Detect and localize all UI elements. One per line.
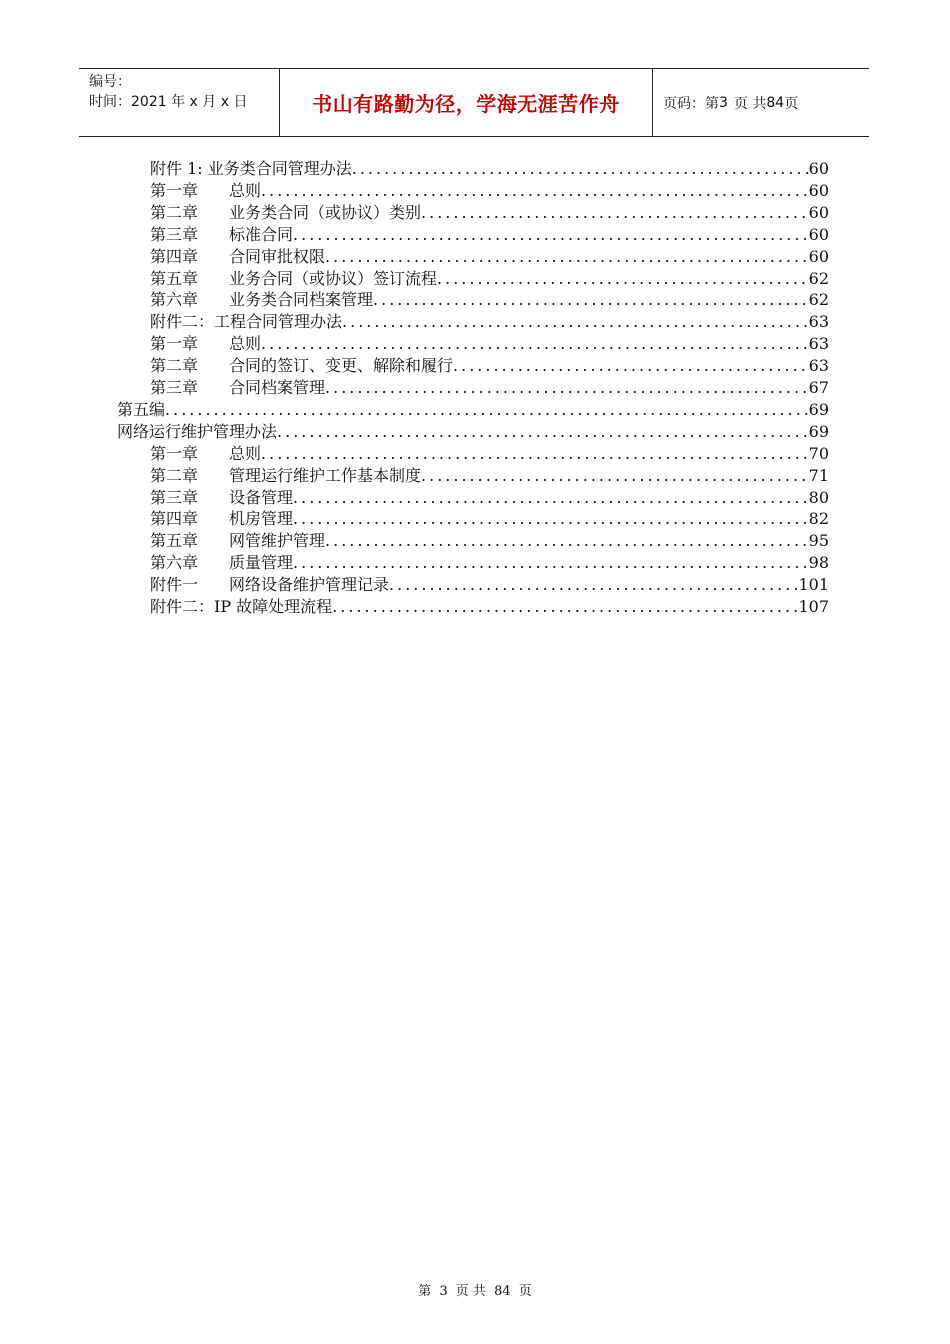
toc-leader-dots — [293, 552, 809, 574]
time-label: 时间：2021 年 x 月 x 日 — [89, 94, 248, 110]
toc-entry[interactable] — [150, 180, 829, 202]
toc-entry-page: 60 — [808, 225, 829, 244]
footer-mid: 页 共 — [455, 1284, 486, 1299]
toc-entry-page: 60 — [808, 247, 829, 266]
toc-entry-number: 第二章 — [150, 356, 199, 375]
toc-entry-label — [150, 552, 293, 574]
toc-entry-number: 第三章 — [150, 225, 199, 244]
toc-entry-label — [150, 333, 261, 355]
toc-entry-label — [150, 574, 389, 596]
page-mid: 页 共 — [733, 95, 767, 112]
toc-entry-page: 67 — [808, 378, 829, 397]
toc-entry-number: 第四章 — [150, 247, 199, 266]
toc-entry-title: 总则 — [229, 444, 262, 463]
page-suffix: 页 — [784, 95, 799, 112]
toc-entry-number: 网络运行维护管理办法 — [117, 422, 278, 441]
toc-entry[interactable] — [150, 246, 829, 268]
toc-entry-number: 第二章 — [150, 203, 199, 222]
toc-entry-label — [150, 246, 325, 268]
toc-entry-number: 第四章 — [150, 509, 199, 528]
page-current: 3 — [719, 94, 728, 111]
toc-entry[interactable] — [150, 487, 829, 509]
toc-entry-number: 附件 1: 业务类合同管理办法 — [150, 159, 352, 178]
toc-entry-page: 63 — [808, 356, 829, 375]
toc-entry[interactable] — [150, 355, 829, 377]
toc-entry-number: 第五编 — [117, 400, 166, 419]
toc-entry-page: 60 — [808, 181, 829, 200]
toc-entry-page: 101 — [798, 575, 829, 594]
toc-entry-label — [150, 465, 421, 487]
toc-entry-label — [150, 158, 352, 180]
toc-leader-dots — [261, 180, 809, 202]
toc-entry-label — [150, 443, 261, 465]
toc-entry-label — [150, 508, 293, 530]
toc-entry[interactable] — [150, 311, 829, 333]
toc-leader-dots — [325, 530, 809, 552]
toc-entry-label — [150, 530, 325, 552]
toc-entry-number: 第六章 — [150, 553, 199, 572]
toc-entry-number: 第一章 — [150, 181, 199, 200]
toc-entry[interactable] — [150, 158, 829, 180]
toc-entry-page: 69 — [808, 400, 829, 419]
toc-entry-page: 60 — [808, 159, 829, 178]
toc-entry[interactable] — [150, 574, 829, 596]
toc-entry-page: 60 — [808, 203, 829, 222]
toc-entry-page: 107 — [798, 597, 829, 616]
toc-entry-number: 附件二：工程合同管理办法 — [150, 312, 343, 331]
toc-entry-page: 80 — [808, 488, 829, 507]
header-page-info — [653, 69, 869, 136]
toc-entry-label — [150, 377, 325, 399]
toc-entry-page: 95 — [808, 531, 829, 550]
toc-leader-dots — [261, 333, 809, 355]
toc-leader-dots — [261, 443, 809, 465]
toc-entry-title: 设备管理 — [229, 488, 294, 507]
toc-entry-title: 业务类合同档案管理 — [229, 290, 374, 309]
toc-entry-number: 第三章 — [150, 488, 199, 507]
toc-entry-label — [117, 399, 165, 421]
toc-entry-number: 第三章 — [150, 378, 199, 397]
toc-entry-label — [150, 355, 453, 377]
toc-leader-dots — [293, 487, 809, 509]
toc-leader-dots — [373, 289, 809, 311]
toc-entry-page: 63 — [808, 312, 829, 331]
toc-leader-dots — [437, 268, 809, 290]
toc-entry-title: 管理运行维护工作基本制度 — [229, 466, 422, 485]
toc-entry-title: 合同的签订、变更、解除和履行 — [229, 356, 454, 375]
toc-leader-dots — [389, 574, 798, 596]
toc-entry[interactable] — [150, 289, 829, 311]
footer-suffix: 页 — [518, 1284, 532, 1299]
toc-entry-number: 附件二：IP 故障处理流程 — [150, 597, 333, 616]
toc-entry-page: 63 — [808, 334, 829, 353]
toc-entry-number: 第二章 — [150, 466, 199, 485]
page-total: 84 — [766, 94, 785, 111]
toc-leader-dots — [352, 158, 809, 180]
toc-leader-dots — [421, 202, 809, 224]
toc-entry-number: 第五章 — [150, 531, 199, 550]
toc-entry-title: 网络设备维护管理记录 — [229, 575, 390, 594]
toc-entry[interactable] — [150, 443, 829, 465]
toc-entry[interactable] — [150, 224, 829, 246]
toc-entry-label — [150, 596, 332, 618]
header-motto: 书山有路勤为径，学海无涯苦作舟 — [312, 92, 620, 116]
toc-entry[interactable] — [150, 202, 829, 224]
toc-entry[interactable] — [150, 465, 829, 487]
toc-entry-title: 标准合同 — [229, 225, 294, 244]
toc-entry-label — [150, 289, 373, 311]
toc-entry-number: 第五章 — [150, 269, 199, 288]
toc-entry-label — [117, 421, 277, 443]
toc-entry-page: 62 — [808, 290, 829, 309]
toc-entry-label — [150, 224, 293, 246]
toc-entry-title: 业务合同（或协议）签订流程 — [229, 269, 438, 288]
page-footer — [0, 1280, 950, 1299]
toc-entry-page: 69 — [808, 422, 829, 441]
toc-entry-title: 合同审批权限 — [229, 247, 326, 266]
toc-entry-number: 第一章 — [150, 334, 199, 353]
header-motto-cell — [280, 69, 653, 136]
toc-entry-number: 第一章 — [150, 444, 199, 463]
toc-entry[interactable] — [150, 552, 829, 574]
toc-leader-dots — [293, 508, 809, 530]
toc-leader-dots — [325, 377, 809, 399]
toc-entry-label — [150, 268, 437, 290]
footer-total: 84 — [494, 1284, 511, 1299]
toc-leader-dots — [165, 399, 809, 421]
toc-entry-label — [150, 180, 261, 202]
toc-entry-title: 业务类合同（或协议）类别 — [229, 203, 422, 222]
toc-entry-title: 合同档案管理 — [229, 378, 326, 397]
toc-entry-page: 98 — [808, 553, 829, 572]
toc-entry[interactable] — [150, 268, 829, 290]
page-header — [79, 68, 869, 137]
toc-entry-label — [150, 202, 421, 224]
toc-entry-page: 70 — [808, 444, 829, 463]
toc-leader-dots — [293, 224, 809, 246]
page-prefix: 页码：第 — [663, 95, 719, 112]
toc-entry-title: 总则 — [229, 334, 262, 353]
toc-entry[interactable] — [150, 508, 829, 530]
toc-entry-title: 机房管理 — [229, 509, 294, 528]
toc-entry[interactable] — [150, 377, 829, 399]
toc-entry-page: 82 — [808, 509, 829, 528]
toc-leader-dots — [325, 246, 809, 268]
toc-entry-page: 62 — [808, 269, 829, 288]
toc-entry-number: 第六章 — [150, 290, 199, 309]
toc-entry[interactable] — [117, 421, 829, 443]
footer-prefix: 第 — [418, 1284, 432, 1299]
toc-entry-page: 71 — [808, 466, 829, 485]
toc-leader-dots — [332, 596, 798, 618]
toc-leader-dots — [277, 421, 809, 443]
toc-entry-title: 网管维护管理 — [229, 531, 326, 550]
toc-entry[interactable] — [150, 530, 829, 552]
toc-entry[interactable] — [150, 596, 829, 618]
toc-entry[interactable] — [150, 333, 829, 355]
footer-current: 3 — [439, 1284, 448, 1299]
toc-leader-dots — [453, 355, 809, 377]
toc-entry-title: 总则 — [229, 181, 262, 200]
toc-leader-dots — [342, 311, 809, 333]
toc-entry[interactable] — [117, 399, 829, 421]
toc-entry-label — [150, 487, 293, 509]
serial-label: 编号： — [89, 74, 131, 90]
toc-entry-number: 附件一 — [150, 575, 199, 594]
toc-entry-label — [150, 311, 342, 333]
toc-entry-title: 质量管理 — [229, 553, 294, 572]
toc-leader-dots — [421, 465, 809, 487]
header-meta — [79, 69, 280, 136]
